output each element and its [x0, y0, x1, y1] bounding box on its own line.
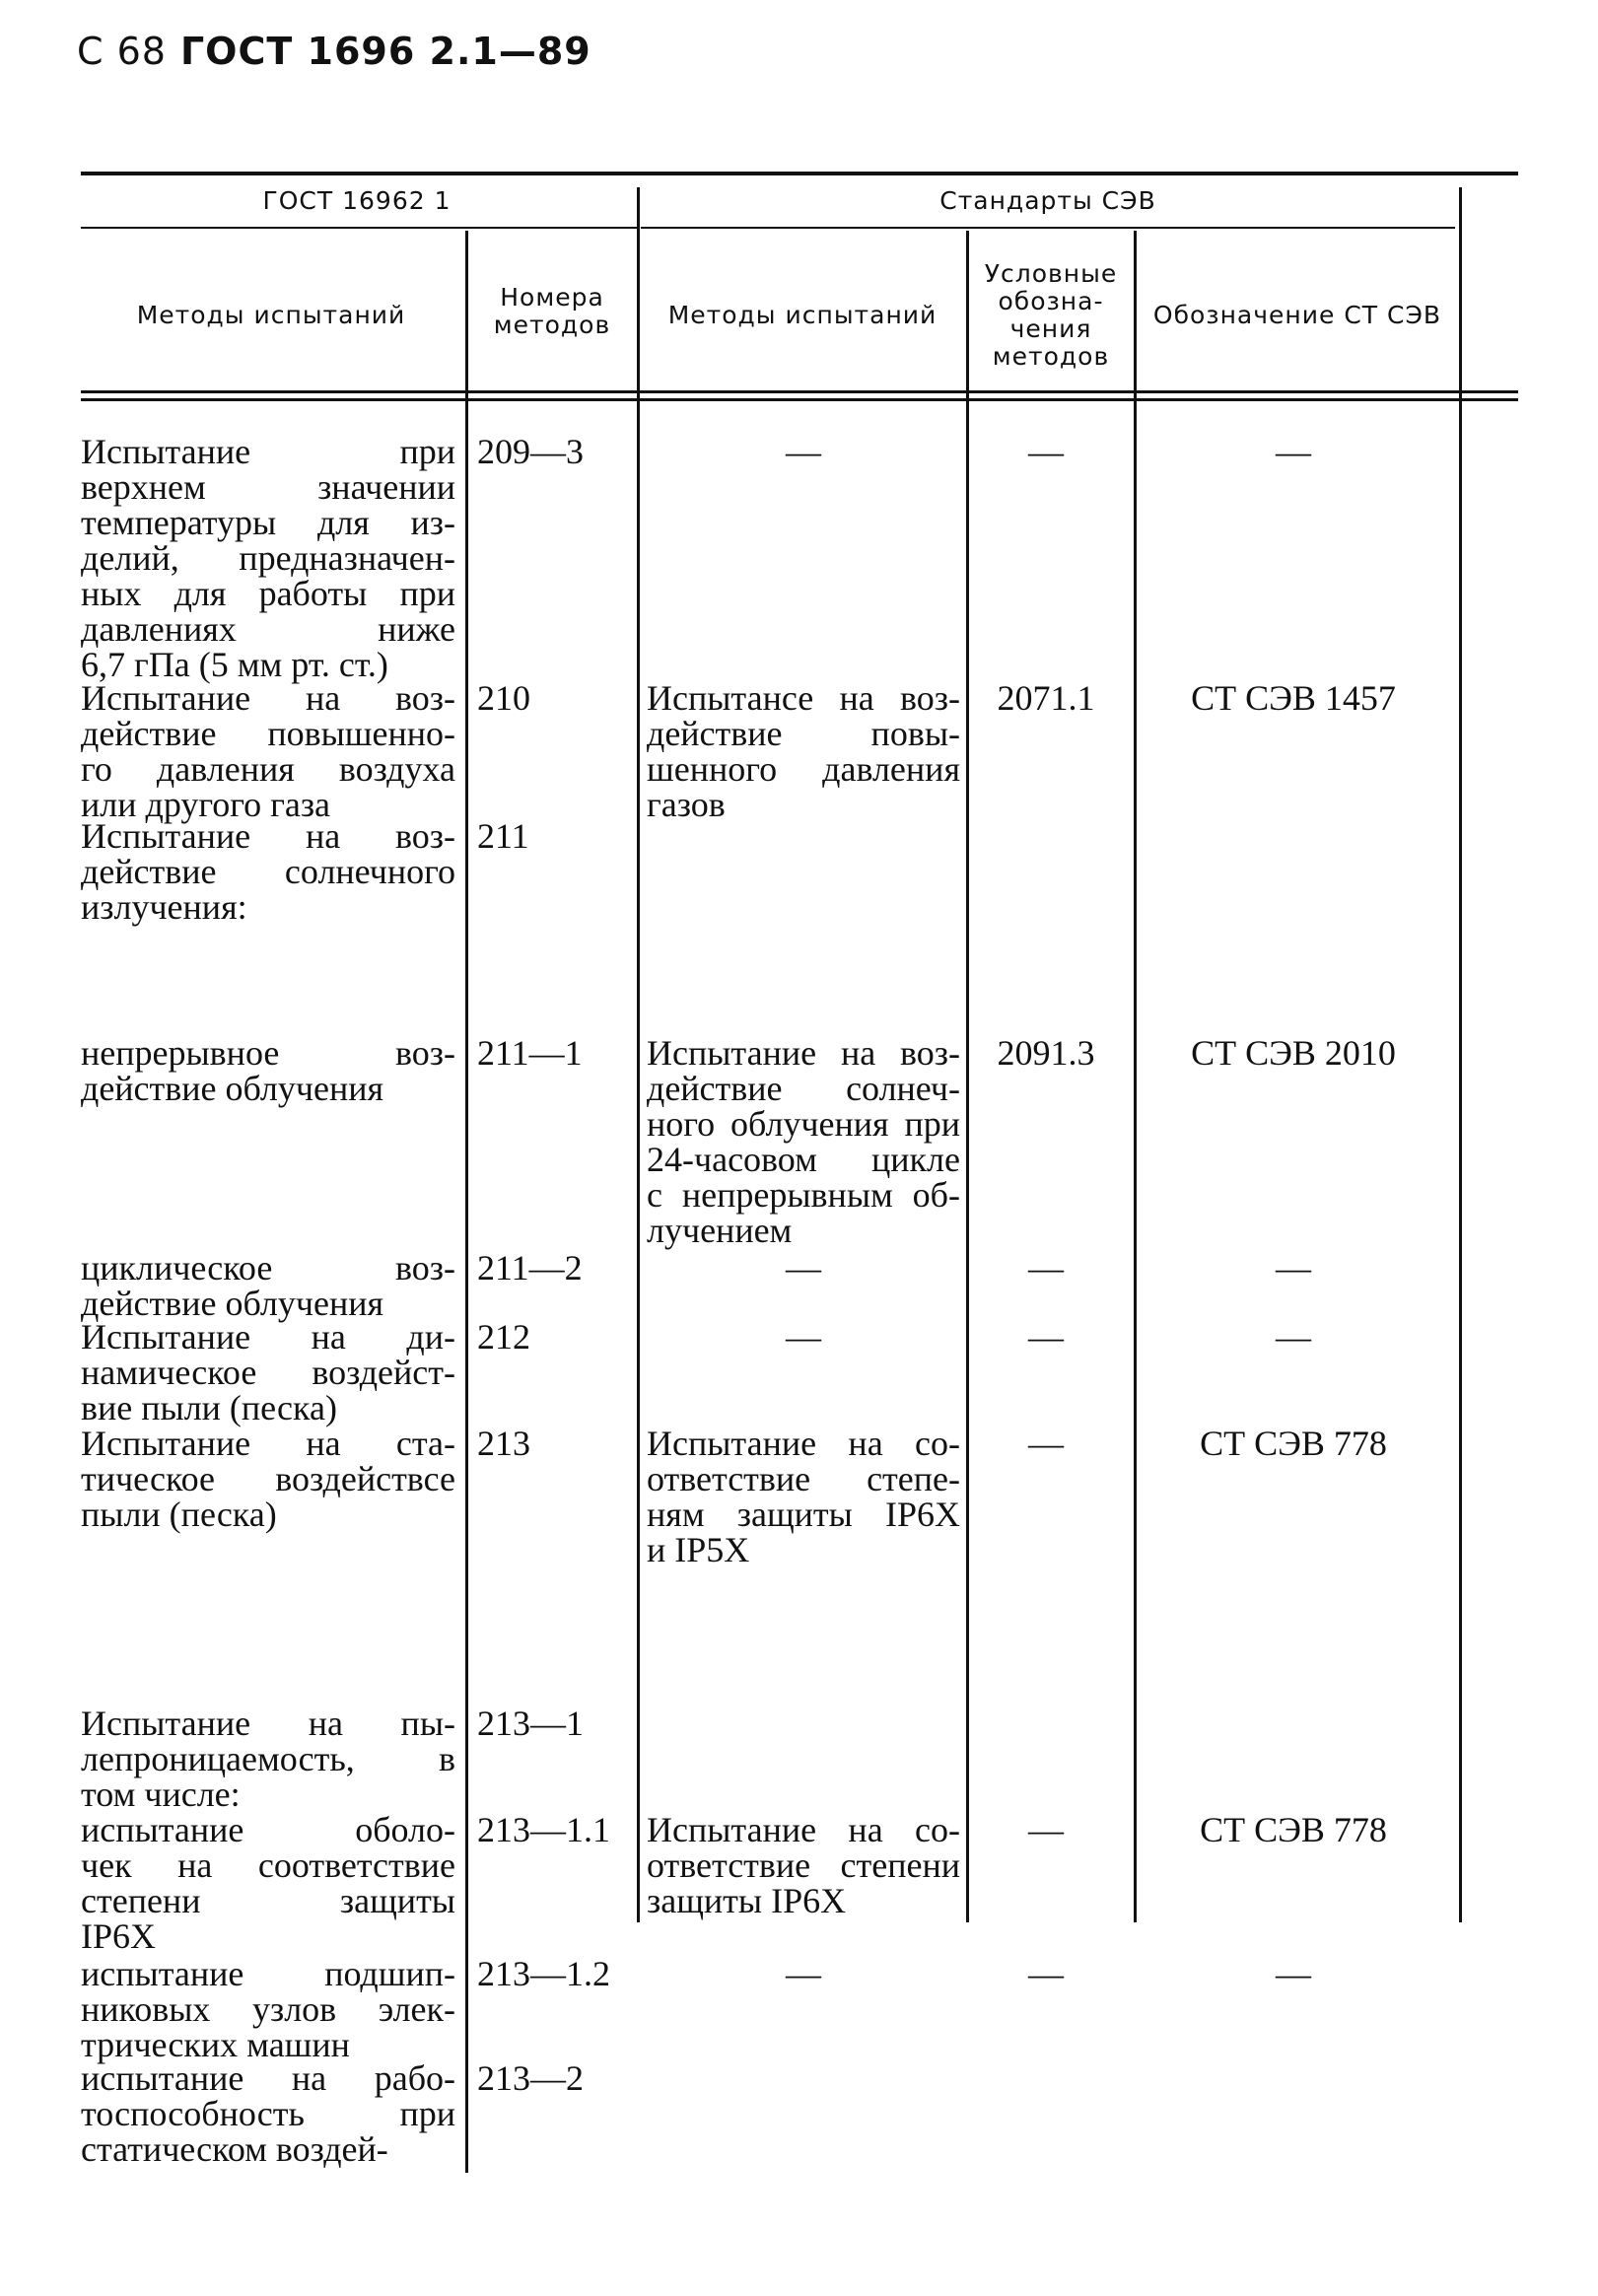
- method-line: Испытание на воз-: [81, 816, 455, 856]
- page-header: [77, 30, 605, 73]
- col-divider-4: [1134, 231, 1137, 1922]
- method-line: действие облучения: [81, 1069, 384, 1108]
- method-code: 2091.3: [997, 1033, 1095, 1073]
- method-line: действие облучения: [81, 1284, 384, 1323]
- page-number: С 68: [77, 30, 167, 73]
- method-line: лепроницаемость, в: [81, 1739, 455, 1778]
- group-divider-left: [81, 227, 639, 229]
- sev-method-cell: [647, 1956, 960, 1991]
- method-cell: [81, 818, 455, 925]
- col-header-codes-line-3: чения: [1009, 314, 1092, 343]
- method-line: испытание на рабо-: [81, 2058, 455, 2098]
- group-header-gost: ГОСТ 16962 1: [262, 186, 452, 215]
- method-line: Испытание на ди-: [81, 1317, 455, 1357]
- sev-method-line: —: [786, 432, 821, 471]
- sev-designation: СТ СЭВ 2010: [1191, 1033, 1396, 1073]
- sev-method-line: Испытание на со-: [647, 1424, 960, 1463]
- col-divider-1: [465, 231, 468, 2173]
- sev-method-line: действие солнеч-: [647, 1069, 960, 1108]
- method-code: —: [1028, 432, 1064, 471]
- method-line: том числе:: [81, 1774, 241, 1814]
- method-number: 211: [477, 816, 529, 856]
- col-header-codes: [970, 260, 1132, 371]
- sev-method-line: действие повы-: [647, 714, 960, 753]
- sev-method-line: Испытансе на воз-: [647, 678, 960, 718]
- method-line: го давления воздуха: [81, 749, 455, 789]
- method-line: верхнем значении: [81, 467, 455, 507]
- sev-method-cell: [647, 1426, 960, 1567]
- method-line: 6,7 гПа (5 мм рт. ст.): [81, 645, 388, 684]
- method-code: —: [1028, 1954, 1064, 1993]
- method-line: IP6X: [81, 1916, 157, 1956]
- col-divider-5: [1459, 187, 1462, 1922]
- method-line: трических машин: [81, 2025, 350, 2064]
- method-number: 213: [477, 1424, 530, 1463]
- sev-designation: —: [1276, 1954, 1311, 1993]
- sev-method-line: —: [786, 1248, 821, 1287]
- table-top-rule: [81, 172, 1518, 175]
- method-line: делий, предназначен-: [81, 538, 455, 578]
- method-line: намическое воздейст-: [81, 1353, 455, 1392]
- method-cell: [81, 434, 455, 682]
- method-line: Испытание на воз-: [81, 678, 455, 718]
- method-line: или другого газа: [81, 785, 331, 824]
- method-line: пыли (песка): [81, 1495, 277, 1534]
- method-line: никовых узлов элек-: [81, 1989, 455, 2029]
- sev-method-cell: [647, 1250, 960, 1286]
- sev-method-cell: [647, 434, 960, 469]
- method-cell: [81, 1956, 455, 2062]
- method-line: вие пыли (песка): [81, 1388, 337, 1427]
- method-line: испытание подшип-: [81, 1954, 455, 1993]
- method-cell: [81, 1426, 455, 1532]
- sev-designation: —: [1276, 1248, 1311, 1287]
- method-line: тоспособность при: [81, 2094, 455, 2133]
- sev-method-line: защиты IP6X: [647, 1881, 847, 1920]
- sev-method-line: ного облучения при: [647, 1104, 960, 1144]
- method-line: излучения:: [81, 887, 247, 927]
- sev-method-line: и IP5X: [647, 1530, 750, 1569]
- sev-designation: СТ СЭВ 1457: [1191, 678, 1396, 718]
- method-line: тическое воздействсе: [81, 1459, 455, 1498]
- sev-designation: СТ СЭВ 778: [1200, 1424, 1387, 1463]
- method-number: 210: [477, 678, 530, 718]
- sev-method-line: ответствие степени: [647, 1845, 960, 1885]
- sev-method-cell: [647, 1035, 960, 1248]
- method-line: ных для работы при: [81, 574, 455, 613]
- col-header-methods: Методы испытаний: [136, 301, 406, 329]
- sev-designation: СТ СЭВ 778: [1200, 1810, 1387, 1849]
- method-number: 212: [477, 1317, 530, 1357]
- method-line: чек на соответствие: [81, 1845, 455, 1885]
- method-cell: [81, 2060, 455, 2167]
- method-line: Испытание на ста-: [81, 1424, 455, 1463]
- method-line: статическом воздей-: [81, 2129, 388, 2169]
- sev-method-line: лучением: [647, 1211, 793, 1250]
- method-line: Испытание при: [81, 432, 455, 471]
- method-code: —: [1028, 1317, 1064, 1357]
- col-header-numbers-line-2: методов: [493, 311, 611, 339]
- col-header-codes-line-2: обозна-: [998, 287, 1104, 315]
- sev-method-line: ответствие степе-: [647, 1459, 960, 1498]
- group-divider-right: [641, 227, 1455, 229]
- method-line: действие повышенно-: [81, 714, 455, 753]
- col-header-sev-methods: Методы испытаний: [667, 301, 938, 329]
- method-line: степени защиты: [81, 1881, 455, 1920]
- method-line: непрерывное воз-: [81, 1033, 455, 1073]
- sev-method-line: Испытание на воз-: [647, 1033, 960, 1073]
- method-line: температуры для из-: [81, 503, 455, 542]
- method-code: —: [1028, 1810, 1064, 1849]
- col-header-codes-line-4: методов: [992, 342, 1110, 371]
- sev-method-cell: [647, 1319, 960, 1355]
- col-divider-3: [966, 231, 969, 1922]
- method-number: 213—2: [477, 2058, 584, 2098]
- method-number: 211—1: [477, 1033, 583, 1073]
- sev-method-line: шенного давления: [647, 749, 960, 789]
- sev-method-cell: [647, 680, 960, 822]
- header-bottom-rule-1: [81, 390, 1518, 393]
- method-cell: [81, 1705, 455, 1812]
- sev-method-line: газов: [647, 785, 726, 824]
- sev-method-line: Испытание на со-: [647, 1810, 960, 1849]
- method-number: 213—1: [477, 1704, 584, 1743]
- sev-method-line: 24-часовом цикле: [647, 1140, 960, 1179]
- method-number: 209—3: [477, 432, 584, 471]
- method-cell: [81, 1250, 455, 1321]
- method-cell: [81, 680, 455, 822]
- sev-designation: —: [1276, 432, 1311, 471]
- method-cell: [81, 1035, 455, 1106]
- col-header-codes-line-1: Условные: [984, 259, 1118, 288]
- method-line: испытание оболо-: [81, 1810, 455, 1849]
- group-header-sev: Стандарты СЭВ: [939, 186, 1156, 215]
- method-code: —: [1028, 1424, 1064, 1463]
- col-header-sev-designation: Обозначение СТ СЭВ: [1152, 301, 1442, 329]
- sev-method-cell: [647, 1812, 960, 1918]
- sev-method-line: с непрерывным об-: [647, 1175, 960, 1215]
- col-header-numbers: [469, 284, 635, 339]
- method-cell: [81, 1812, 455, 1954]
- method-number: 213—1.2: [477, 1954, 610, 1993]
- method-number: 213—1.1: [477, 1810, 610, 1849]
- sev-method-line: ням защиты IP6X: [647, 1495, 960, 1534]
- sev-designation: —: [1276, 1317, 1311, 1357]
- method-code: 2071.1: [997, 678, 1095, 718]
- method-line: давлениях ниже: [81, 609, 455, 649]
- col-header-numbers-line-1: Номера: [500, 283, 604, 312]
- method-code: —: [1028, 1248, 1064, 1287]
- method-cell: [81, 1319, 455, 1426]
- standard-designation: ГОСТ 1696 2.1—89: [179, 30, 591, 73]
- sev-method-line: —: [786, 1317, 821, 1357]
- sev-method-line: —: [786, 1954, 821, 1993]
- method-number: 211—2: [477, 1248, 583, 1287]
- header-bottom-rule-2: [81, 398, 1518, 401]
- method-line: действие солнечного: [81, 852, 455, 891]
- method-line: циклическое воз-: [81, 1248, 455, 1287]
- method-line: Испытание на пы-: [81, 1704, 455, 1743]
